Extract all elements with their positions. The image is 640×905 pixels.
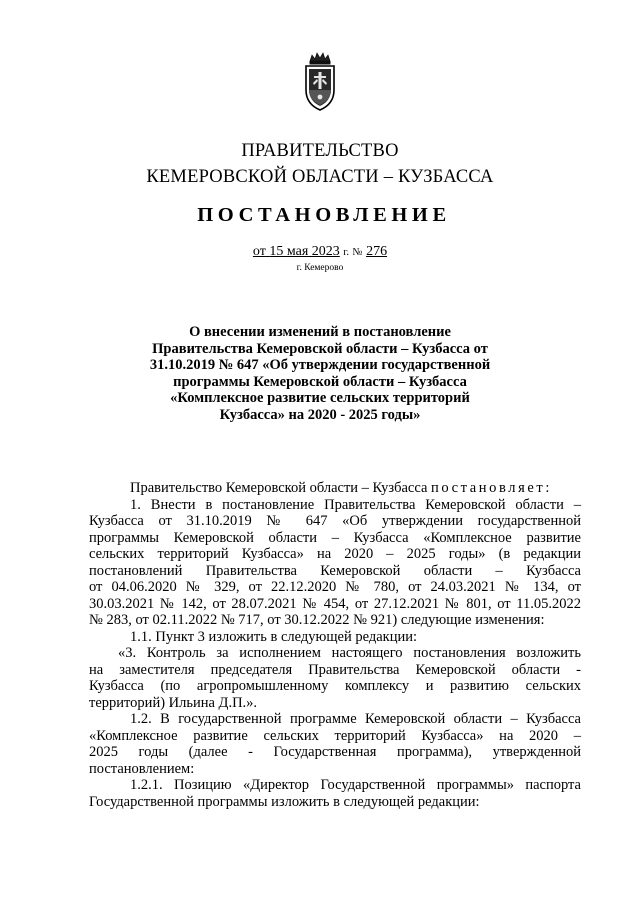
document-number: 276 — [366, 244, 388, 259]
paragraph-1-line: программы Кемеровской области – Кузбасса «Комплексное развитие — [89, 529, 581, 546]
document-title — [140, 324, 500, 424]
intro-paragraph — [89, 480, 581, 497]
paragraph-1-2-1-line: Государственной программы изложить в следующей редакции: — [89, 793, 480, 810]
paragraph-1-line: 30.03.2021 № 142, от 28.07.2021 № 454, от 27.12.2021 № 801, от 11.05.2022 — [89, 595, 581, 612]
government-name-line1: ПРАВИТЕЛЬСТВО — [241, 141, 399, 161]
intro-decree-word: постановляет: — [431, 480, 552, 496]
quote-line: «3. Контроль за исполнением настоящего постановления возложить — [118, 645, 581, 661]
paragraph-1-1: 1.1. Пункт 3 изложить в следующей редакции: — [130, 628, 418, 645]
paragraph-1-line: № 283, от 02.11.2022 № 717, от 30.12.2022 № 921) следующие изменения: — [89, 612, 545, 628]
paragraph-1-line: постановлений Правительства Кемеровской области – Кузбасса — [89, 562, 581, 579]
date-number-line — [0, 244, 640, 260]
quote-line: территорий) Ильина Д.П.». — [89, 694, 258, 711]
title-line: программы Кемеровской области – Кузбасса — [173, 373, 467, 390]
quote-line: на заместителя председателя Правительства Кемеровской области - — [89, 661, 581, 678]
title-line: Кузбасса» на 2020 - 2025 годы» — [219, 406, 421, 423]
intro-text: Правительство Кемеровской области – Кузбасса — [130, 480, 432, 496]
number-sign: № — [352, 247, 363, 258]
title-line: Правительства Кемеровской области – Кузбасса от — [152, 340, 488, 357]
paragraph-1-2-line: 1.2. В государственной программе Кемеровской области – Кузбасса — [130, 711, 581, 727]
document-date: 15 мая 2023 — [269, 244, 340, 259]
paragraph-1-line: 1. Внести в постановление Правительства Кемеровской области – — [130, 496, 581, 513]
paragraph-1-line: сельских территорий Кузбасса» на 2020 – 2025 годы» (в редакции — [89, 546, 581, 562]
year-suffix: г. — [343, 247, 350, 258]
title-line: 31.10.2019 № 647 «Об утверждении государственной — [149, 357, 491, 374]
city-label: г. Кемерово — [296, 263, 344, 273]
paragraph-1-line: Кузбасса от 31.10.2019 № 647 «Об утверждении государственной — [89, 513, 581, 529]
date-prefix: от — [252, 244, 266, 259]
paragraph-1-2-1-line: 1.2.1. Позицию «Директор Государственной программы» паспорта — [130, 777, 581, 793]
document-body — [89, 480, 581, 810]
paragraph-1-2-line: 2025 годы (далее - Государственная программа), утвержденной — [89, 744, 581, 760]
document-type-heading: ПОСТАНОВЛЕНИЕ — [197, 204, 451, 226]
paragraph-1-2-line: постановлением: — [89, 760, 195, 777]
title-line: О внесении изменений в постановление — [189, 324, 451, 340]
paragraph-1-2-line: «Комплексное развитие сельских территорий Кузбасса» на 2020 – — [89, 727, 581, 744]
government-name-line2: КЕМЕРОВСКОЙ ОБЛАСТИ – КУЗБАССА — [146, 167, 494, 187]
coat-of-arms-icon — [303, 52, 337, 112]
paragraph-1-line: от 04.06.2020 № 329, от 22.12.2020 № 780, от 24.03.2021 № 134, от — [89, 579, 581, 595]
quote-line: Кузбасса (по агропромышленному комплексу и развитию сельских — [89, 678, 581, 694]
title-line: «Комплексное развитие сельских территорий — [170, 390, 470, 407]
